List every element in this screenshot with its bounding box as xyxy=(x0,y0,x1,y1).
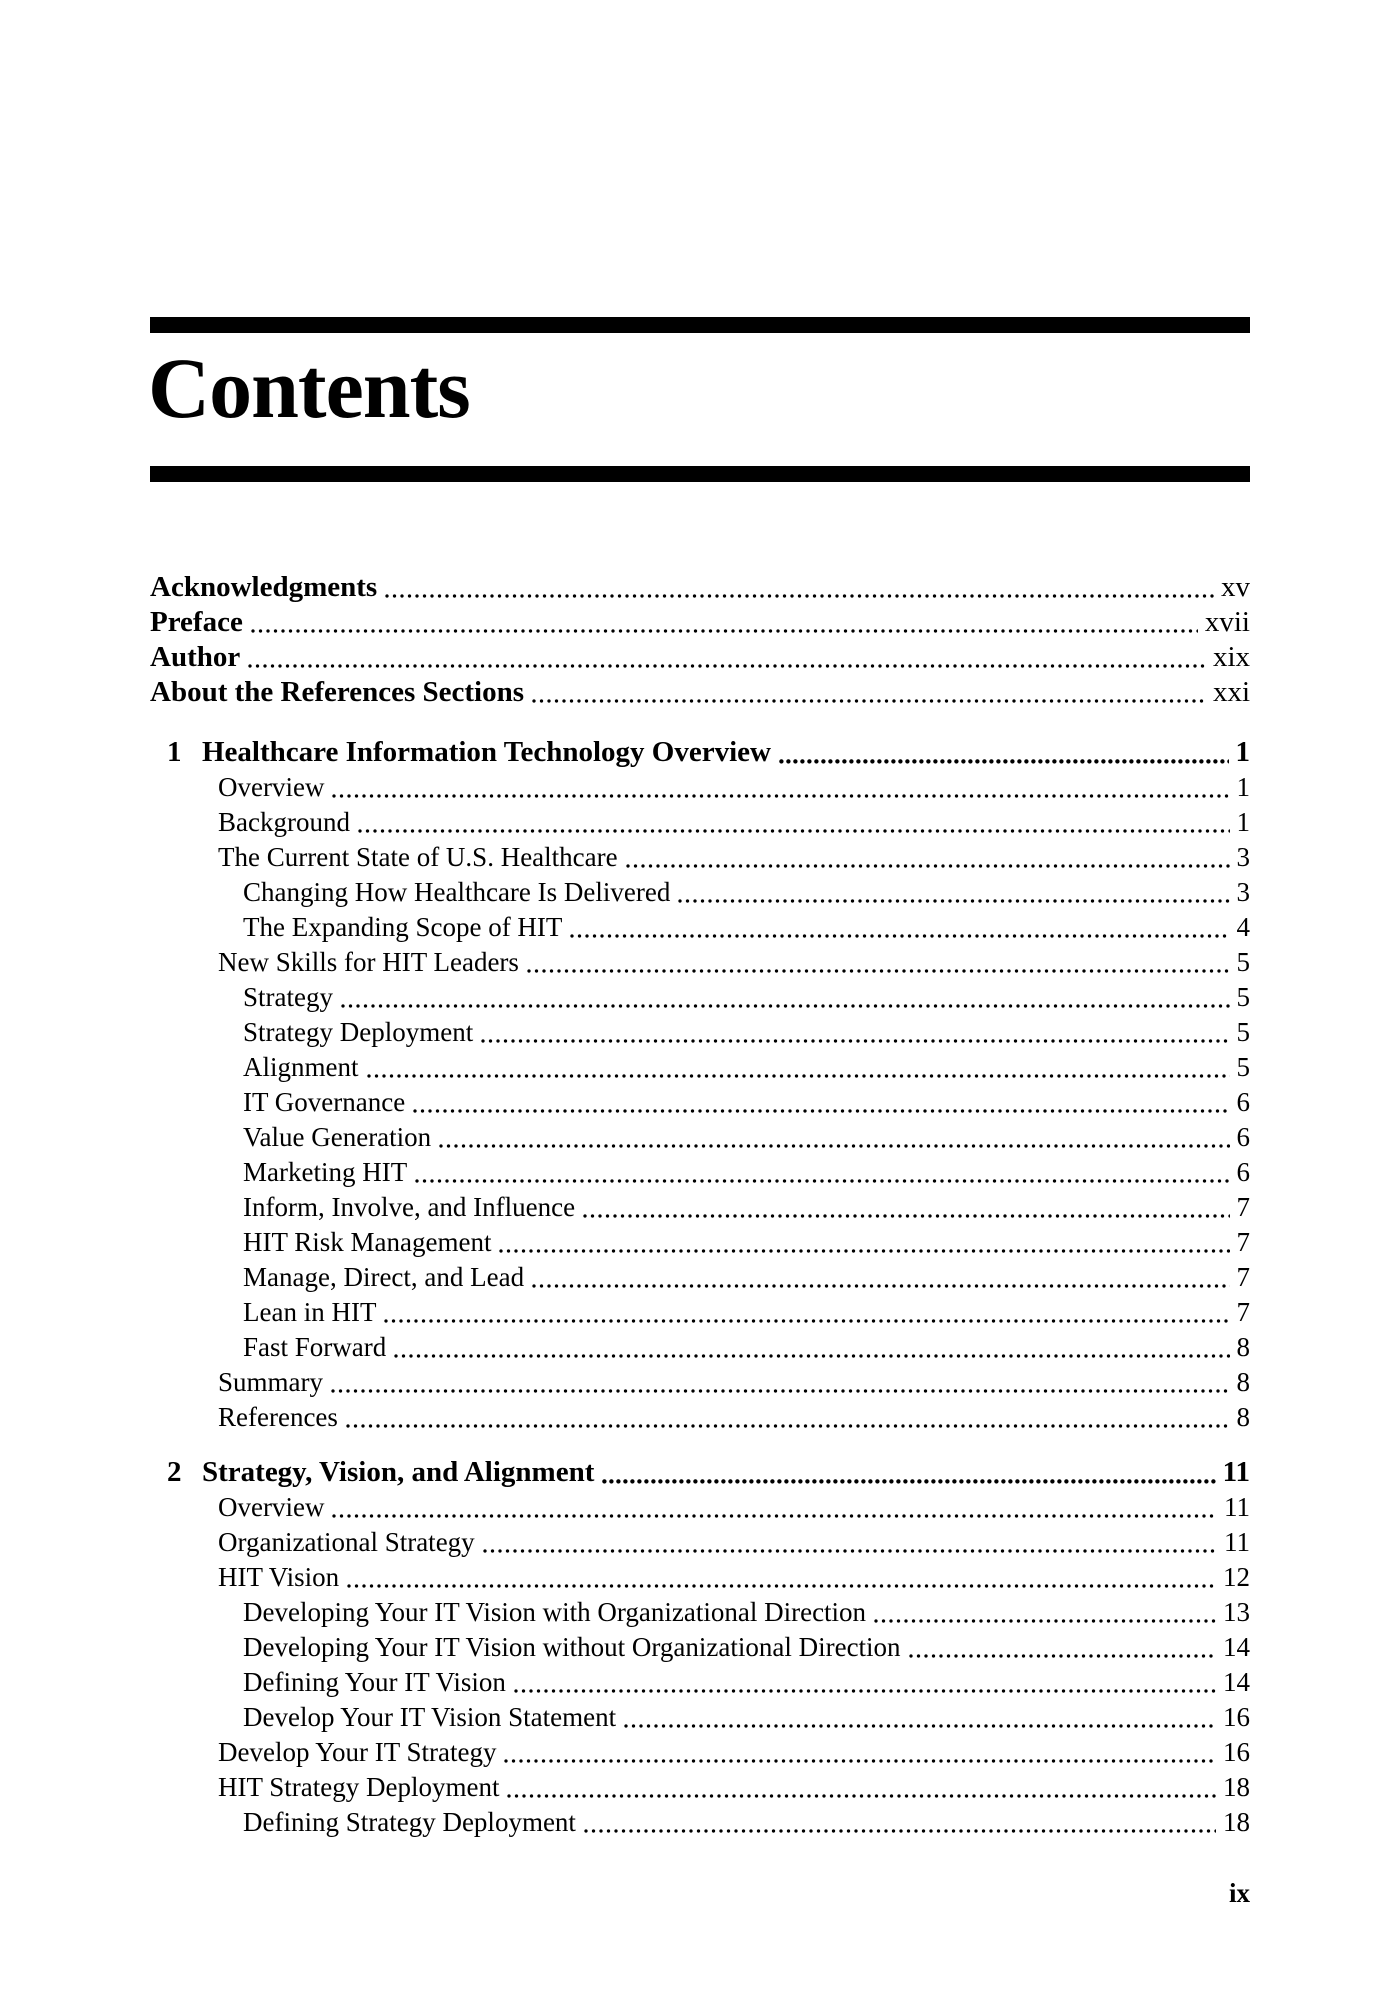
toc-entry xyxy=(150,1330,1250,1365)
dot-leader xyxy=(504,1759,1216,1763)
toc-entry-label: Manage, Direct, and Lead xyxy=(243,1262,525,1292)
toc-entry-page: xix xyxy=(1212,641,1250,673)
toc-entry-label: Fast Forward xyxy=(243,1332,387,1362)
toc-entry-label: Strategy Deployment xyxy=(243,1017,474,1047)
page-title: Contents xyxy=(148,340,470,436)
toc-entry xyxy=(150,1665,1250,1700)
dot-leader xyxy=(251,629,1198,633)
toc-entry-page: 7 xyxy=(1236,1297,1250,1327)
toc-entry-label: IT Governance xyxy=(243,1087,406,1117)
toc-entry-page: 7 xyxy=(1236,1227,1250,1257)
toc-entry-page: xvii xyxy=(1204,606,1250,638)
toc-entry-page: 1 xyxy=(1236,807,1250,837)
dot-leader xyxy=(626,864,1230,868)
toc-entry xyxy=(150,640,1250,675)
toc-entry-label: Developing Your IT Vision without Organizational Direction xyxy=(243,1632,901,1662)
dot-leader xyxy=(507,1794,1216,1798)
toc-entry xyxy=(150,910,1250,945)
toc-entry-page: 6 xyxy=(1236,1087,1250,1117)
dot-leader xyxy=(483,1549,1217,1553)
dot-leader xyxy=(583,1214,1229,1218)
toc-entry-page: 1 xyxy=(1236,772,1250,802)
chapter-block xyxy=(150,735,1250,1435)
dot-leader xyxy=(624,1724,1216,1728)
toc-entry xyxy=(150,1700,1250,1735)
toc-entry-page: 6 xyxy=(1236,1157,1250,1187)
dot-leader xyxy=(358,829,1230,833)
toc-entry-label: Inform, Involve, and Influence xyxy=(243,1192,576,1222)
toc-entry-page: 16 xyxy=(1223,1702,1250,1732)
toc-entry-page: 11 xyxy=(1224,1492,1250,1522)
toc-entry xyxy=(150,1490,1250,1525)
toc-entry-label: Lean in HIT xyxy=(243,1297,377,1327)
toc-entry-page: 5 xyxy=(1236,982,1250,1012)
dot-leader xyxy=(341,1004,1230,1008)
dot-leader xyxy=(570,934,1229,938)
toc-entry xyxy=(150,675,1250,710)
toc-entry-label: Alignment xyxy=(243,1052,359,1082)
toc-entry-label: Changing How Healthcare Is Delivered xyxy=(243,877,671,907)
dot-leader xyxy=(602,1479,1215,1484)
dot-leader xyxy=(499,1249,1229,1253)
toc-entry xyxy=(150,1085,1250,1120)
toc-entry xyxy=(150,1805,1250,1840)
toc-entry xyxy=(150,1225,1250,1260)
toc-entry-page: 5 xyxy=(1236,1017,1250,1047)
dot-leader xyxy=(532,699,1206,703)
toc-entry xyxy=(150,840,1250,875)
chapter-page: 1 xyxy=(1235,736,1250,768)
toc-entry-page: 16 xyxy=(1223,1737,1250,1767)
toc-entry-label: Organizational Strategy xyxy=(218,1527,475,1557)
toc-entry-label: Background xyxy=(218,807,350,837)
toc-entry xyxy=(150,980,1250,1015)
dot-leader xyxy=(678,899,1229,903)
dot-leader xyxy=(413,1109,1229,1113)
toc-entry-label: Overview xyxy=(218,1492,325,1522)
chapter-block xyxy=(150,1455,1250,1840)
toc-entry xyxy=(150,1770,1250,1805)
chapter-title: Healthcare Information Technology Overview xyxy=(202,736,771,768)
chapter-number: 1 xyxy=(167,736,182,768)
dot-leader xyxy=(332,1514,1217,1518)
toc-entry xyxy=(150,1190,1250,1225)
chapters-list xyxy=(150,735,1250,1840)
toc-entry-page: 8 xyxy=(1236,1367,1250,1397)
dot-leader xyxy=(347,1584,1216,1588)
toc-entry-label: Overview xyxy=(218,772,325,802)
dot-leader xyxy=(481,1039,1229,1043)
toc-entry-page: 18 xyxy=(1223,1807,1250,1837)
toc-entry-label: Developing Your IT Vision with Organizational Direction xyxy=(243,1597,867,1627)
toc-entry-page: 5 xyxy=(1236,947,1250,977)
toc-entry-label: New Skills for HIT Leaders xyxy=(218,947,519,977)
toc-entry-label: Defining Strategy Deployment xyxy=(243,1807,576,1837)
toc-entry-page: 7 xyxy=(1236,1262,1250,1292)
title-rule-top xyxy=(150,317,1250,333)
toc-entry-page: 11 xyxy=(1224,1527,1250,1557)
toc-entry xyxy=(150,1120,1250,1155)
toc-entry-label: Strategy xyxy=(243,982,333,1012)
toc-entry-label: References xyxy=(218,1402,338,1432)
toc-entry-label: The Expanding Scope of HIT xyxy=(243,912,563,942)
toc-entry xyxy=(150,1735,1250,1770)
toc-entry-page: 6 xyxy=(1236,1122,1250,1152)
dot-leader xyxy=(584,1829,1216,1833)
dot-leader xyxy=(532,1284,1229,1288)
chapter-title: Strategy, Vision, and Alignment xyxy=(202,1456,595,1488)
dot-leader xyxy=(248,664,1206,668)
toc-entry xyxy=(150,1015,1250,1050)
dot-leader xyxy=(367,1074,1230,1078)
toc-entry-page: xxi xyxy=(1212,676,1250,708)
dot-leader xyxy=(385,594,1214,598)
toc-entry-page: 3 xyxy=(1236,877,1250,907)
toc-entry-label: Summary xyxy=(218,1367,323,1397)
toc-entry xyxy=(150,1630,1250,1665)
chapter-heading xyxy=(150,735,1250,770)
chapter-number: 2 xyxy=(167,1456,182,1488)
toc-entry xyxy=(150,1050,1250,1085)
front-matter-list xyxy=(150,570,1250,710)
dot-leader xyxy=(415,1179,1229,1183)
chapter-page: 11 xyxy=(1222,1456,1250,1488)
toc-entry-label: Develop Your IT Vision Statement xyxy=(243,1702,617,1732)
toc-entry-label: Marketing HIT xyxy=(243,1157,408,1187)
dot-leader xyxy=(514,1689,1216,1693)
toc-entry xyxy=(150,570,1250,605)
toc-entry xyxy=(150,875,1250,910)
toc-entry-page: 3 xyxy=(1236,842,1250,872)
dot-leader xyxy=(394,1354,1229,1358)
toc-entry-page: 4 xyxy=(1236,912,1250,942)
toc-entry xyxy=(150,805,1250,840)
toc-entry xyxy=(150,1525,1250,1560)
toc-entry xyxy=(150,945,1250,980)
dot-leader xyxy=(779,759,1229,764)
toc-entry-page: 18 xyxy=(1223,1772,1250,1802)
dot-leader xyxy=(346,1424,1230,1428)
toc-entry-label: HIT Strategy Deployment xyxy=(218,1772,500,1802)
dot-leader xyxy=(909,1654,1216,1658)
chapter-heading xyxy=(150,1455,1250,1490)
toc-entry-page: 8 xyxy=(1236,1332,1250,1362)
toc-entry-label: Defining Your IT Vision xyxy=(243,1667,506,1697)
toc-entry xyxy=(150,770,1250,805)
toc-entry-label: Acknowledgments xyxy=(150,571,378,603)
toc-entry xyxy=(150,1295,1250,1330)
toc-entry-label: HIT Risk Management xyxy=(243,1227,492,1257)
dot-leader xyxy=(439,1144,1229,1148)
dot-leader xyxy=(384,1319,1229,1323)
toc-entry xyxy=(150,1595,1250,1630)
dot-leader xyxy=(874,1619,1216,1623)
toc-entry-label: The Current State of U.S. Healthcare xyxy=(218,842,618,872)
toc-entry xyxy=(150,605,1250,640)
toc-entry xyxy=(150,1365,1250,1400)
toc-entry xyxy=(150,1260,1250,1295)
toc-entry-label: Author xyxy=(150,641,241,673)
toc-entry-label: HIT Vision xyxy=(218,1562,340,1592)
toc-entry-page: 14 xyxy=(1223,1667,1250,1697)
toc-entry-page: 8 xyxy=(1236,1402,1250,1432)
toc-entry-page: 5 xyxy=(1236,1052,1250,1082)
dot-leader xyxy=(527,969,1230,973)
dot-leader xyxy=(332,794,1229,798)
toc-entry xyxy=(150,1155,1250,1190)
toc-entry xyxy=(150,1400,1250,1435)
dot-leader xyxy=(331,1389,1230,1393)
toc-entry xyxy=(150,1560,1250,1595)
title-rule-bottom xyxy=(150,466,1250,482)
toc-entry-page: 13 xyxy=(1223,1597,1250,1627)
toc-entry-page: 14 xyxy=(1223,1632,1250,1662)
toc-entry-page: 7 xyxy=(1236,1192,1250,1222)
toc-entry-page: xv xyxy=(1221,571,1250,603)
folio-page-number: ix xyxy=(1228,1878,1250,1908)
toc-entry-label: Preface xyxy=(150,606,243,638)
toc-entry-page: 12 xyxy=(1223,1562,1250,1592)
toc-entry-label: About the References Sections xyxy=(150,676,524,708)
toc-entry-label: Value Generation xyxy=(243,1122,432,1152)
toc-entry-label: Develop Your IT Strategy xyxy=(218,1737,497,1767)
